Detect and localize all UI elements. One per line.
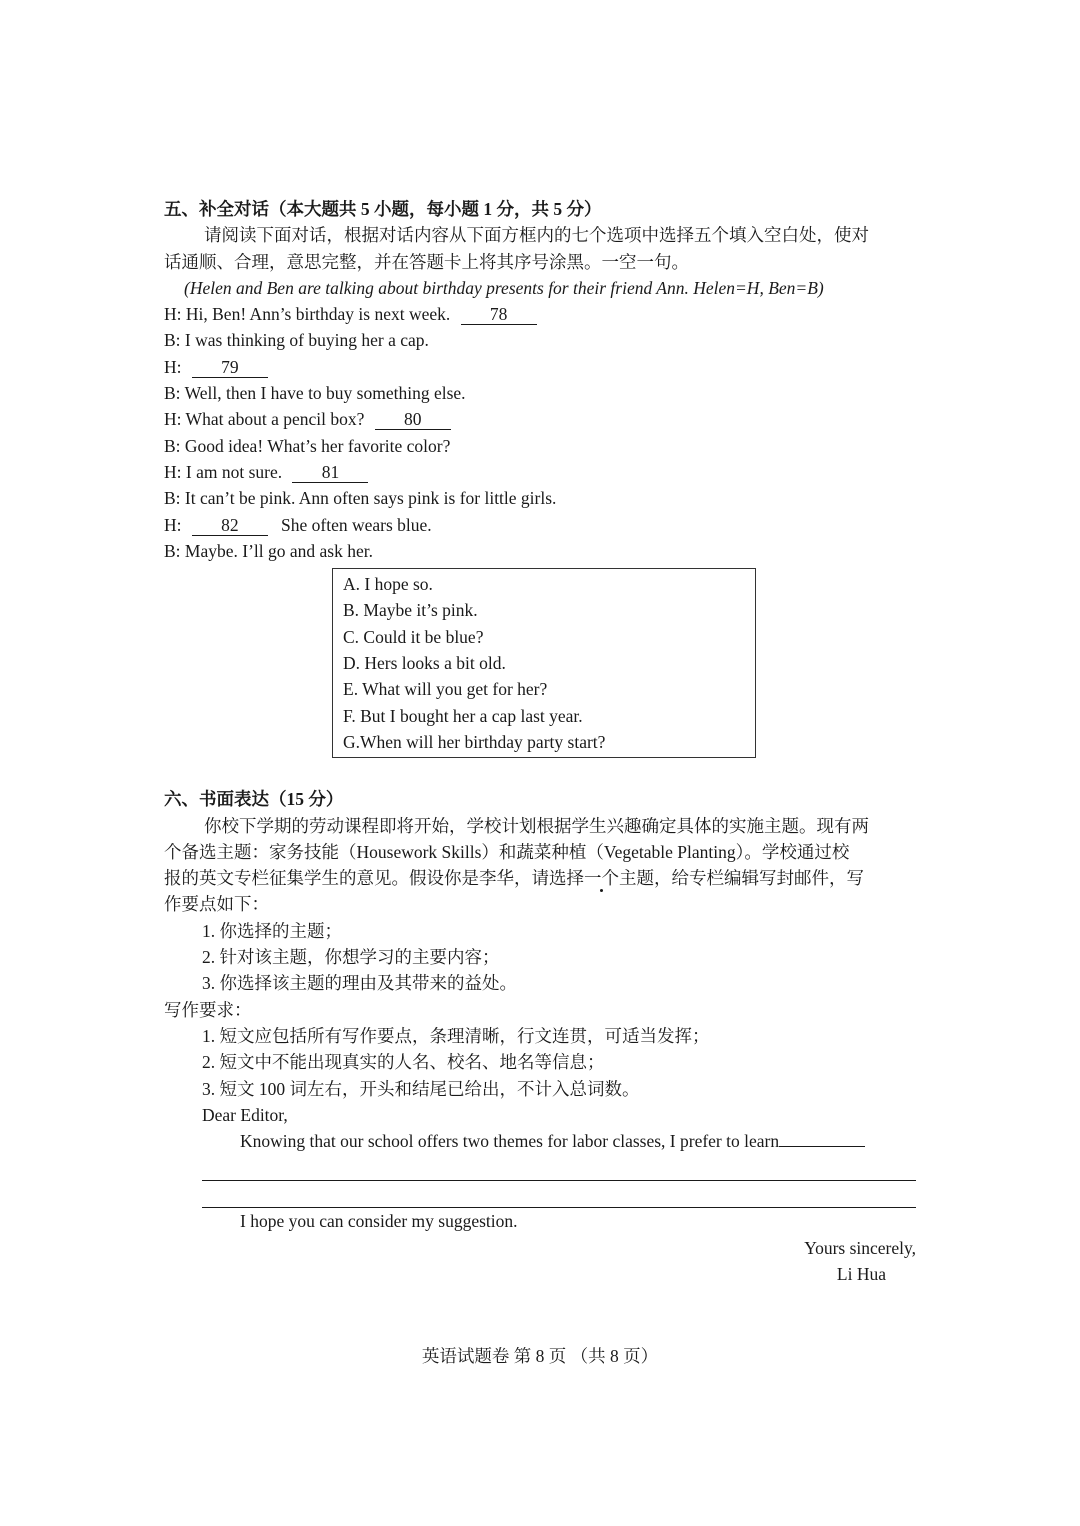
section5-title: 五、补全对话（本大题共 5 小题，每小题 1 分，共 5 分） (164, 199, 602, 219)
section5-instruction-2: 话通顺、合理，意思完整，并在答题卡上将其序号涂黑。一空一句。 (164, 251, 689, 272)
dialogue-line (164, 512, 916, 538)
opening-text: Knowing that our school offers two themes for labor classes, I prefer to learn (240, 1131, 780, 1152)
dialogue-line (164, 459, 916, 485)
writing-line[interactable] (202, 1154, 916, 1181)
section6 (164, 786, 916, 1287)
option-a: A. I hope so. (343, 574, 433, 595)
letter-salutation: Dear Editor, (202, 1104, 288, 1125)
dialogue-line (164, 538, 916, 564)
dialogue-text: H: What about a pencil box? (164, 409, 365, 430)
section6-title: 六、书面表达（15 分） (164, 789, 344, 810)
section6-para-2: 个备选主题：家务技能（Housework Skills）和蔬菜种植（Vegetable Planting）。学校通过校 (164, 841, 850, 862)
exam-page (164, 196, 916, 1287)
dialogue-text: H: I am not sure. (164, 461, 283, 482)
dialogue-text: B: It can’t be pink. Ann often says pink is for little girls. (164, 488, 557, 509)
option-f: F. But I bought her a cap last year. (343, 705, 583, 726)
requirement-1: 1. 短文应包括所有写作要点，条理清晰，行文连贯，可适当发挥； (202, 1025, 710, 1046)
dialogue-text: She often wears blue. (281, 514, 432, 535)
dialogue (164, 301, 916, 564)
answer-blank-79[interactable]: 79 (192, 357, 268, 378)
dialogue-line (164, 433, 916, 459)
options-box (332, 568, 756, 758)
section6-para-1: 你校下学期的劳动课程即将开始，学校计划根据学生兴趣确定具体的实施主题。现有两 (204, 815, 869, 836)
dialogue-line (164, 380, 916, 406)
dialogue-line (164, 406, 916, 432)
requirement-3: 3. 短文 100 词左右，开头和结尾已给出，不计入总词数。 (202, 1078, 640, 1099)
option-d: D. Hers looks a bit old. (343, 653, 506, 674)
writing-point-3: 3. 你选择该主题的理由及其带来的益处。 (202, 973, 517, 994)
option-g: G.When will her birthday party start? (343, 731, 606, 752)
dialogue-text: B: Well, then I have to buy something else. (164, 383, 466, 404)
answer-blank-81[interactable]: 81 (292, 462, 368, 483)
dialogue-line (164, 354, 916, 380)
dialogue-line (164, 327, 916, 353)
letter-opening (164, 1128, 916, 1154)
option-e: E. What will you get for her? (343, 679, 548, 700)
para-3-text: 报的英文专栏征集学生的意见。假设你是李华，请选择 (164, 868, 584, 889)
emphasis-text: 一个 (584, 868, 619, 889)
letter-closing: Yours sincerely, (804, 1237, 916, 1258)
answer-blank-82[interactable]: 82 (192, 515, 268, 536)
answer-blank-78[interactable]: 78 (461, 304, 537, 325)
page-footer: 英语试题卷 第 8 页 （共 8 页） (421, 1346, 659, 1366)
option-b: B. Maybe it’s pink. (343, 600, 478, 621)
section6-para-4: 作要点如下： (164, 894, 269, 915)
letter-signature: Li Hua (836, 1263, 886, 1284)
writing-point-1: 1. 你选择的主题； (202, 920, 342, 941)
section6-para-3 (164, 865, 916, 891)
dialogue-text: B: I was thinking of buying her a cap. (164, 330, 429, 351)
answer-blank-inline[interactable] (779, 1130, 865, 1147)
dialogue-text: B: Good idea! What’s her favorite color? (164, 435, 451, 456)
dialogue-text: B: Maybe. I’ll go and ask her. (164, 540, 373, 561)
section5-instruction-1: 请阅读下面对话，根据对话内容从下面方框内的七个选项中选择五个填入空白处，使对 (204, 225, 869, 246)
writing-line[interactable] (202, 1181, 916, 1208)
dialogue-text: H: (164, 514, 182, 535)
answer-blank-80[interactable]: 80 (375, 409, 451, 430)
option-c: C. Could it be blue? (343, 626, 484, 647)
dialogue-line (164, 485, 916, 511)
writing-point-2: 2. 针对该主题，你想学习的主要内容； (202, 947, 500, 968)
para-3-text: 主题，给专栏编辑写封邮件，写 (619, 868, 864, 889)
dialogue-text: H: Hi, Ben! Ann’s birthday is next week. (164, 304, 451, 325)
dialogue-context: (Helen and Ben are talking about birthday presents for their friend Ann. Helen=H, Ben=B) (184, 277, 824, 298)
requirement-2: 2. 短文中不能出现真实的人名、校名、地名等信息； (202, 1052, 605, 1073)
requirements-title: 写作要求： (164, 999, 252, 1020)
dialogue-line (164, 301, 916, 327)
dialogue-text: H: (164, 356, 182, 377)
letter-ending: I hope you can consider my suggestion. (240, 1211, 518, 1232)
